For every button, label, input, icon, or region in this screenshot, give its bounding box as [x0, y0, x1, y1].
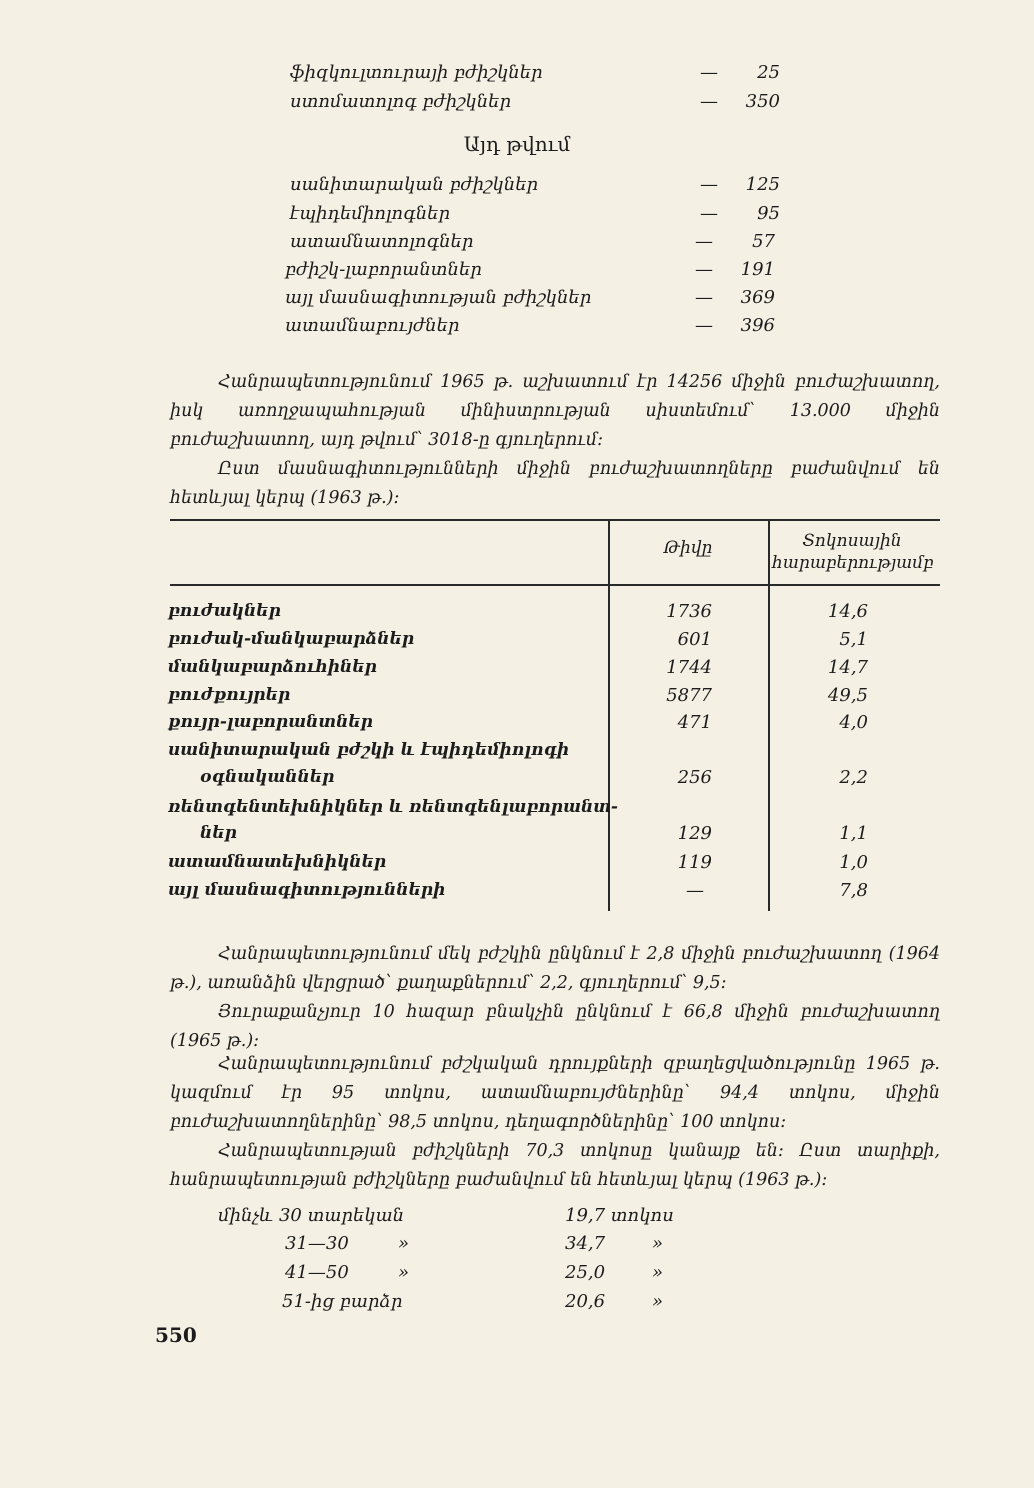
- list-item-dash: —: [695, 231, 713, 252]
- list-item-value: 191: [740, 259, 775, 280]
- table-col-divider: [768, 519, 770, 911]
- list-item-dash: —: [695, 315, 713, 336]
- list-item-label: ֆիզկուլտուրայի բժիշկներ: [290, 62, 543, 83]
- list-item-label: ատամնաբույժներ: [285, 315, 460, 336]
- table-col-divider: [608, 519, 610, 911]
- table-row-label-cont: օգնականներ: [200, 767, 335, 787]
- page-number: 550: [155, 1323, 197, 1347]
- table-row-label: բուժակներ: [168, 601, 281, 621]
- list-item-value: 57: [752, 231, 775, 252]
- paragraph: Հանրապետության բժիշկների 70,3 տոկոսը կանայք են։ Ըստ տարիքի, հանրապետության բժիշկները բաժանվում են հետևյալ կերպ (1963 թ.)։: [170, 1141, 940, 1190]
- table-row-label: բուժակ-մանկաբարձներ: [168, 629, 415, 649]
- table-cell-count: 601: [677, 629, 712, 650]
- table-cell-percent: 4,0: [839, 712, 868, 733]
- table-header-percent: Տոկոսային հարաբերությամբ: [772, 531, 934, 573]
- paragraph: Հանրապետությունում բժշկական դրույքների զբաղեցվածությունը 1965 թ. կազմում էր 95 տոկոս, ատամնաբույժներինը՝ 94,4 տոկոս, միջին բուժաշխատողներինը՝ 98,5 տոկոս, դեղագործներինը՝ 100 տոկոս։: [170, 1054, 940, 1132]
- table-cell-percent: 1,1: [839, 823, 868, 844]
- list-item-label: բժիշկ-լաբորանտներ: [285, 259, 482, 280]
- table-header-count: Թիվը: [663, 538, 713, 558]
- table-cell-count: 1736: [666, 601, 712, 622]
- list-item-dash: —: [700, 62, 718, 83]
- list-item-dash: —: [700, 203, 718, 224]
- list-item-value: 350: [745, 91, 780, 112]
- age-value: 19,7 տոկոս: [565, 1205, 674, 1226]
- list-item-value: 396: [740, 315, 775, 336]
- table-cell-percent: 2,2: [839, 767, 868, 788]
- table-cell-count: 119: [677, 852, 712, 873]
- age-value: 20,6: [565, 1291, 606, 1312]
- age-value: 34,7: [565, 1233, 606, 1254]
- paragraph: Հանրապետությունում 1965 թ. աշխատում էր 14256 միջին բուժաշխատող, իսկ առողջապահության մինիստրության սիստեմում՝ 13.000 միջին բուժաշխատող, այդ թվում՝ 3018-ը գյուղերում։: [170, 372, 940, 450]
- subheading: Այդ թվում: [463, 132, 571, 156]
- paragraph: Յուրաքանչյուր 10 հազար բնակչին ընկնում է 66,8 միջին բուժաշխատող (1965 թ.)։: [170, 1002, 940, 1051]
- table-cell-percent: 14,6: [827, 601, 868, 622]
- table-cell-count: 129: [677, 823, 712, 844]
- table-cell-percent: 49,5: [827, 685, 868, 706]
- list-item-dash: —: [695, 287, 713, 308]
- paragraph: Հանրապետությունում մեկ բժշկին ընկնում է 2,8 միջին բուժաշխատող (1964 թ.), առանձին վերցրած՝ քաղաքներում՝ 2,2, գյուղերում՝ 9,5։: [170, 944, 940, 993]
- table-cell-percent: 14,7: [827, 657, 868, 678]
- table-cell-count: 471: [677, 712, 712, 733]
- table-cell-percent: 7,8: [839, 880, 868, 901]
- table-row-label: սանիտարական բժշկի և էպիդեմիոլոգի: [168, 740, 570, 760]
- table-row-label: ռենտգենտեխնիկներ և ռենտգենլաբորանտ-: [168, 797, 618, 817]
- age-label: 51-ից բարձր: [282, 1291, 403, 1312]
- list-item-value: 125: [745, 174, 780, 195]
- list-item-label: սանիտարական բժիշկներ: [290, 174, 539, 195]
- table-header-rule: [170, 584, 940, 586]
- age-mark: »: [398, 1233, 410, 1254]
- age-label: 41—50: [285, 1262, 349, 1283]
- table-cell-count: 256: [677, 767, 712, 788]
- age-ditto: »: [652, 1262, 664, 1283]
- table-row-label-cont: ներ: [200, 823, 237, 843]
- table-cell-percent: 5,1: [839, 629, 868, 650]
- age-label: մինչև 30 տարեկան: [218, 1205, 405, 1226]
- list-item-value: 25: [757, 62, 780, 83]
- table-top-rule: [170, 519, 940, 521]
- table-row-label: ատամնատեխնիկներ: [168, 852, 387, 872]
- list-item-dash: —: [700, 91, 718, 112]
- age-ditto: »: [652, 1291, 664, 1312]
- table-cell-count: 5877: [666, 685, 712, 706]
- list-item-value: 369: [740, 287, 775, 308]
- list-item-label: ատամնատոլոգներ: [290, 231, 474, 252]
- table-row-label: բուժքույրեր: [168, 685, 291, 705]
- list-item-dash: —: [695, 259, 713, 280]
- table-cell-count: 1744: [666, 657, 712, 678]
- table-row-label: քույր-լաբորանտներ: [168, 712, 373, 732]
- table-cell-percent: 1,0: [839, 852, 868, 873]
- list-item-dash: —: [700, 174, 718, 195]
- table-row-label: այլ մասնագիտությունների: [168, 880, 446, 900]
- age-ditto: »: [652, 1233, 664, 1254]
- list-item-label: այլ մասնագիտության բժիշկներ: [285, 287, 592, 308]
- list-item-label: ստոմատոլոգ բժիշկներ: [290, 91, 512, 112]
- age-label: 31—30: [285, 1233, 349, 1254]
- table-cell-count: —: [686, 880, 704, 901]
- list-item-value: 95: [757, 203, 780, 224]
- age-mark: »: [398, 1262, 410, 1283]
- age-value: 25,0: [565, 1262, 606, 1283]
- list-item-label: էպիդեմիոլոգներ: [290, 203, 451, 224]
- paragraph: Ըստ մասնագիտությունների միջին բուժաշխատողները բաժանվում են հետևյալ կերպ (1963 թ.)։: [170, 459, 940, 508]
- table-row-label: մանկաբարձուհիներ: [168, 657, 377, 677]
